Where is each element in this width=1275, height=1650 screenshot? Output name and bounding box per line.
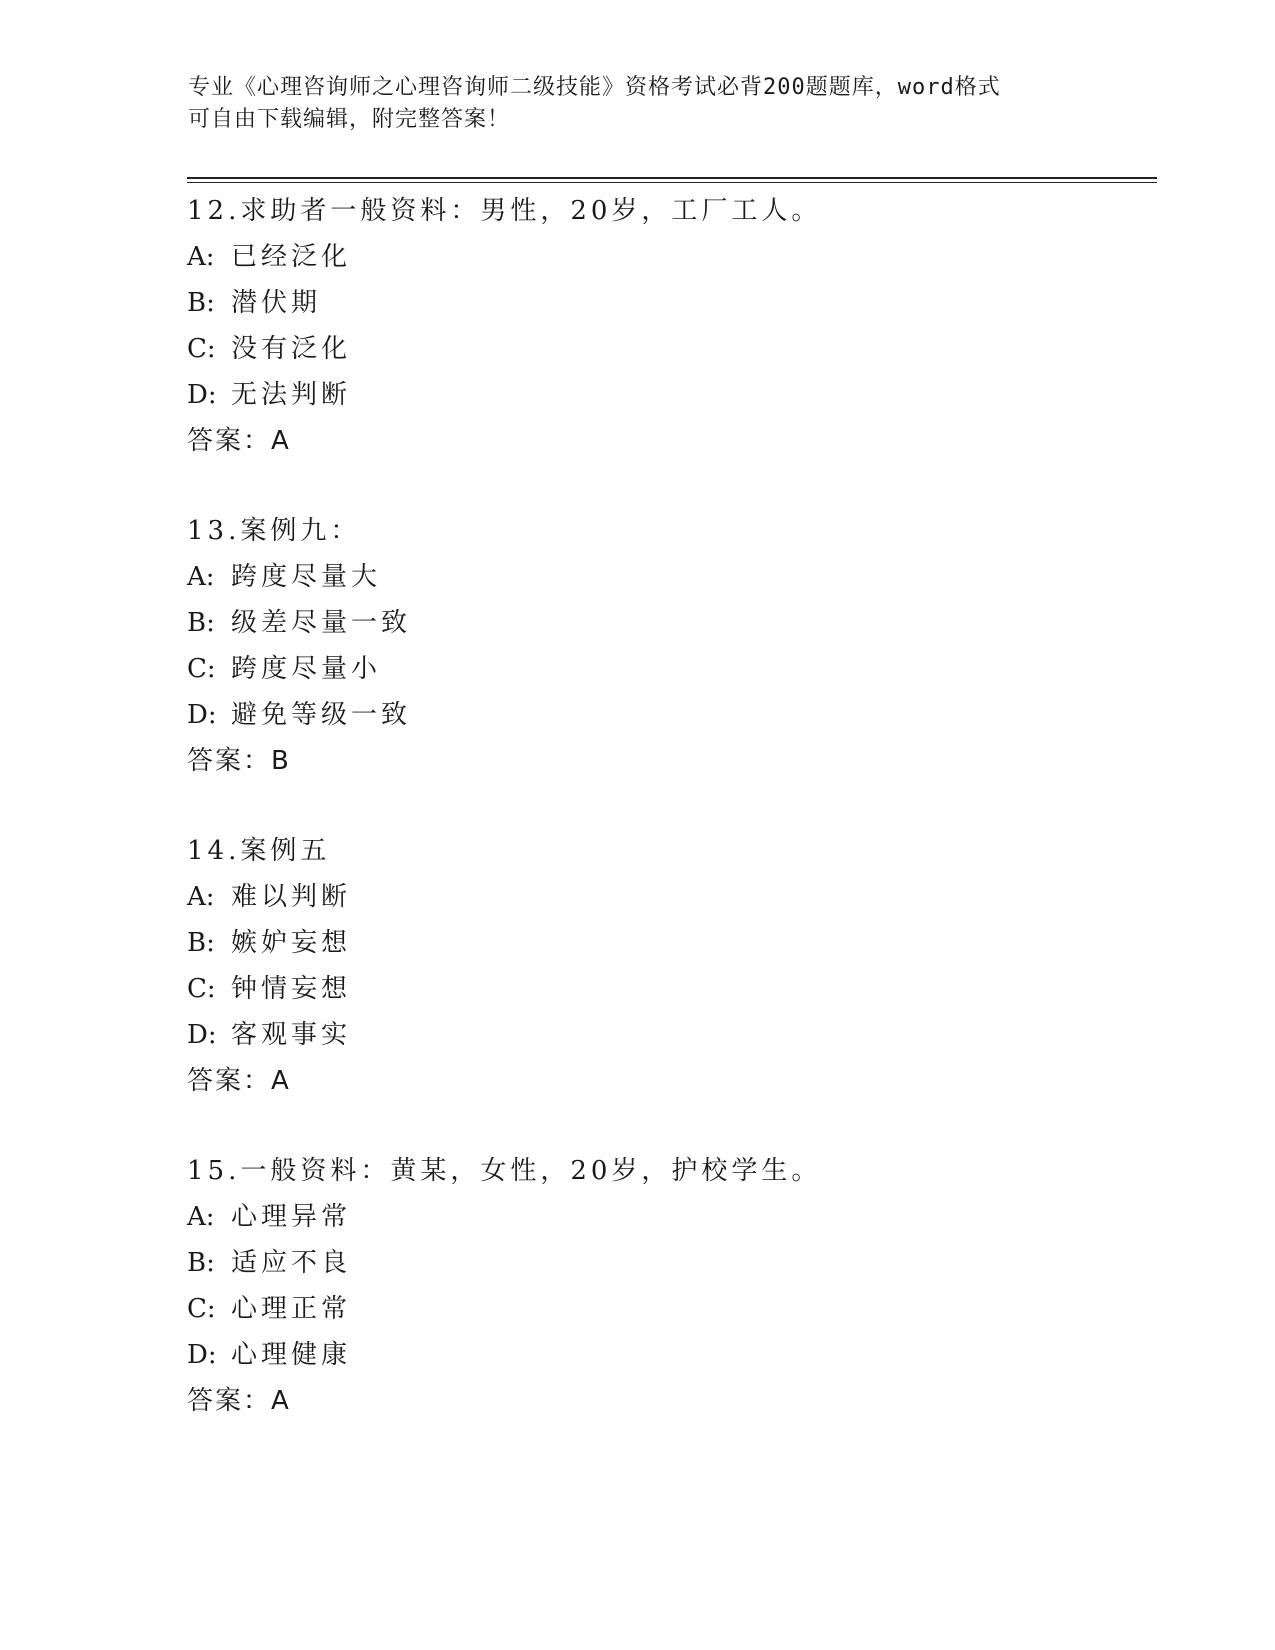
option-text: 嫉妒妄想: [231, 928, 352, 958]
option-c: [187, 326, 1147, 372]
option-letter: B:: [187, 608, 215, 638]
answer-line: 答案：B: [187, 746, 291, 776]
option-a: [187, 874, 1147, 920]
option-c: [187, 1286, 1147, 1332]
option-letter: C:: [187, 334, 216, 364]
option-text: 难以判断: [231, 882, 352, 912]
header-line-1: 专业《心理咨询师之心理咨询师二级技能》资格考试必背200题题库，word格式: [188, 75, 1001, 100]
answer-line: 答案：A: [187, 426, 291, 456]
option-text: 心理异常: [231, 1202, 352, 1232]
option-a: [187, 1194, 1147, 1240]
option-a: [187, 554, 1147, 600]
option-letter: A:: [187, 882, 215, 912]
option-text: 适应不良: [231, 1248, 352, 1278]
question-block-15: [187, 1148, 1147, 1424]
option-letter: D:: [187, 1020, 217, 1050]
option-text: 客观事实: [231, 1020, 352, 1050]
question-stem: 15.一般资料：黄某，女性，20岁，护校学生。: [187, 1156, 822, 1186]
option-c: [187, 966, 1147, 1012]
option-d: [187, 692, 1147, 738]
option-b: [187, 600, 1147, 646]
question-block-13: [187, 508, 1147, 784]
option-letter: D:: [187, 380, 217, 410]
option-text: 已经泛化: [231, 242, 352, 272]
answer-line: 答案：A: [187, 1066, 291, 1096]
option-text: 心理健康: [231, 1340, 352, 1370]
answer-line: 答案：A: [187, 1386, 291, 1416]
option-b: [187, 920, 1147, 966]
option-letter: C:: [187, 654, 216, 684]
option-letter: A:: [187, 242, 215, 272]
option-text: 避免等级一致: [231, 700, 412, 730]
option-letter: C:: [187, 974, 216, 1004]
option-d: [187, 1012, 1147, 1058]
option-d: [187, 372, 1147, 418]
question-stem: 14.案例五: [187, 836, 331, 866]
option-text: 级差尽量一致: [231, 608, 412, 638]
option-letter: A:: [187, 562, 215, 592]
document-header: [188, 72, 1068, 136]
option-letter: C:: [187, 1294, 216, 1324]
question-block-14: [187, 828, 1147, 1104]
option-c: [187, 646, 1147, 692]
header-line-2: 可自由下载编辑，附完整答案！: [188, 107, 511, 132]
question-stem: 12.求助者一般资料：男性，20岁，工厂工人。: [187, 196, 822, 226]
option-letter: B:: [187, 928, 215, 958]
option-letter: D:: [187, 700, 217, 730]
header-divider-thin: [187, 182, 1157, 183]
option-letter: D:: [187, 1340, 217, 1370]
question-stem: 13.案例九：: [187, 516, 361, 546]
option-letter: B:: [187, 1248, 215, 1278]
option-text: 心理正常: [231, 1294, 352, 1324]
option-letter: A:: [187, 1202, 215, 1232]
option-text: 钟情妄想: [231, 974, 352, 1004]
option-text: 没有泛化: [231, 334, 352, 364]
option-a: [187, 234, 1147, 280]
header-divider-thick: [187, 177, 1157, 179]
option-b: [187, 280, 1147, 326]
option-text: 跨度尽量大: [231, 562, 382, 592]
option-d: [187, 1332, 1147, 1378]
option-text: 潜伏期: [231, 288, 322, 318]
option-letter: B:: [187, 288, 215, 318]
option-text: 无法判断: [231, 380, 352, 410]
option-text: 跨度尽量小: [231, 654, 382, 684]
option-b: [187, 1240, 1147, 1286]
question-block-12: [187, 188, 1147, 464]
